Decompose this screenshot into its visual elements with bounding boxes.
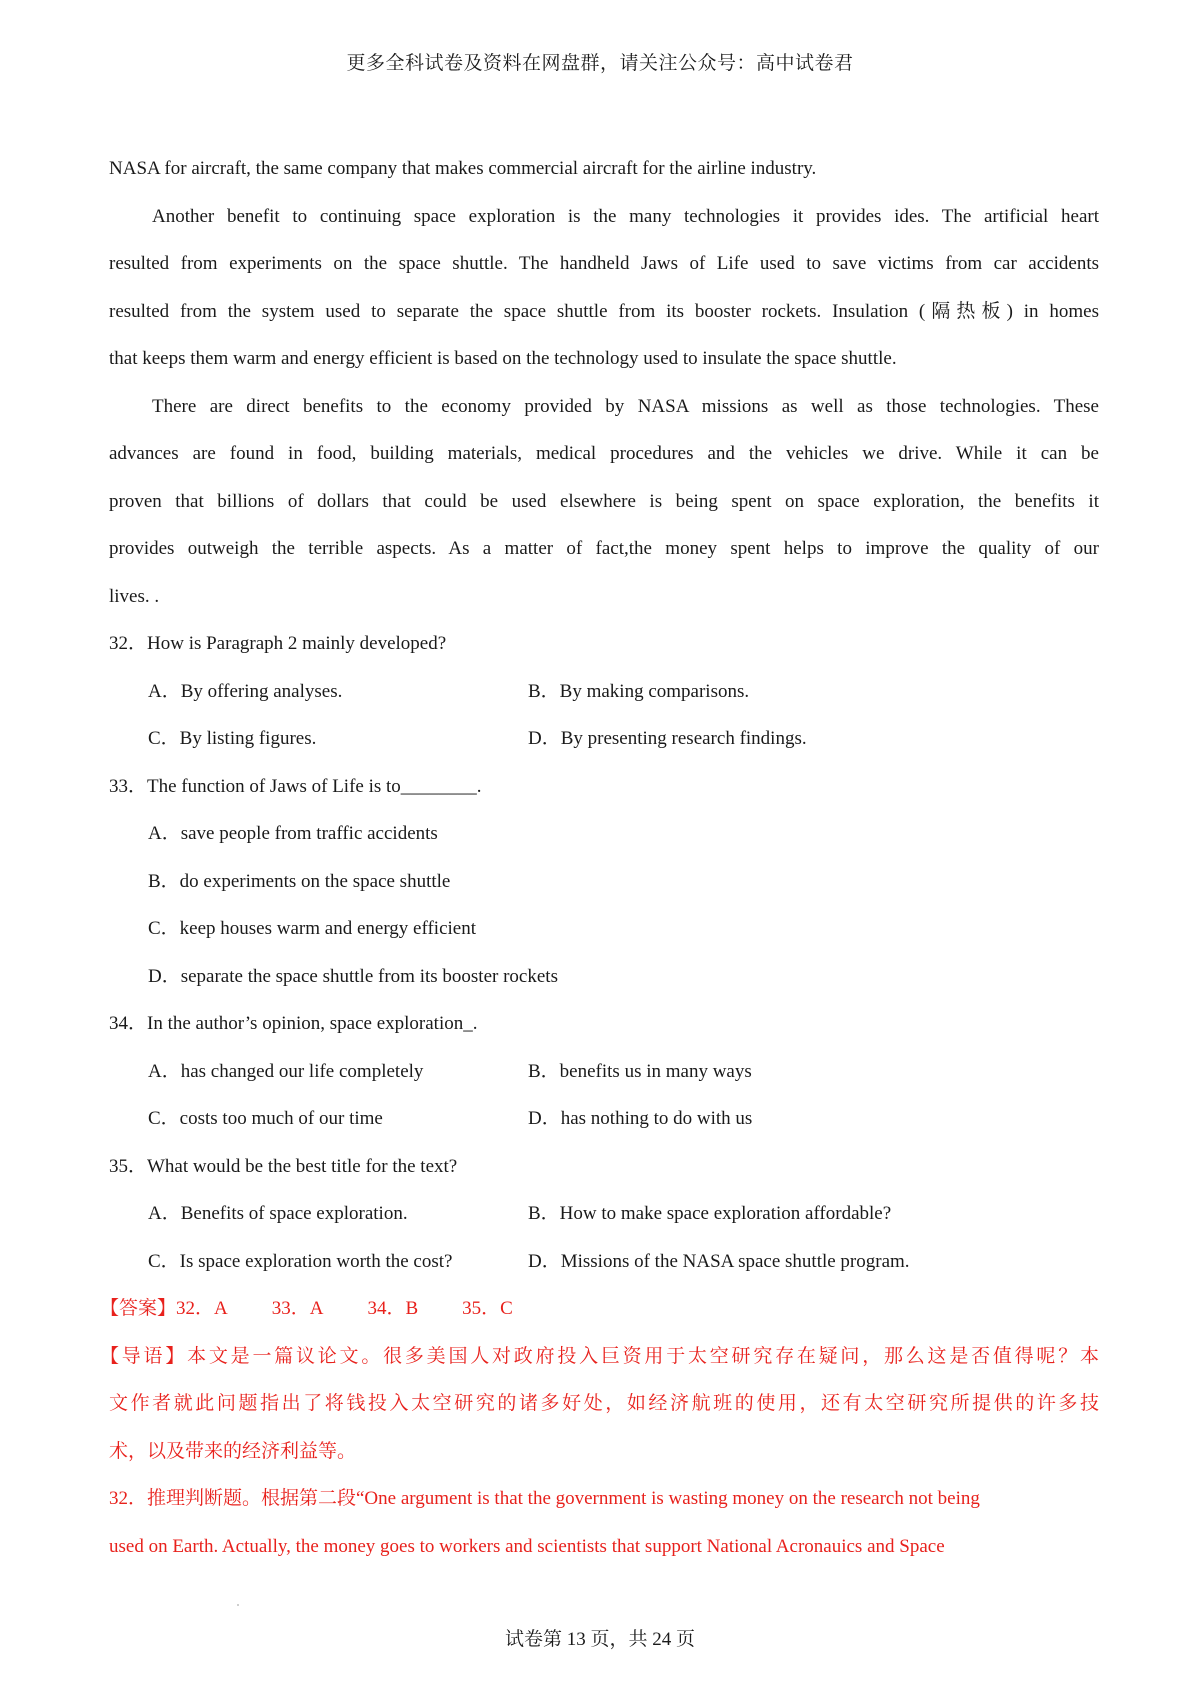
question-33-option-d: D．separate the space shuttle from its booster rockets — [148, 965, 558, 987]
guide-line-1: 【导语】本文是一篇议论文。很多美国人对政府投入巨资用于太空研究存在疑问，那么这是否值得呢？本 — [100, 1345, 1099, 1367]
question-35-option-c: C．Is space exploration worth the cost? — [148, 1250, 453, 1272]
explanation-line-2: used on Earth. Actually, the money goes to workers and scientists that support National Acronauics and Space — [109, 1535, 945, 1557]
question-34-option-d: D．has nothing to do with us — [528, 1108, 753, 1129]
question-32-option-c: C．By listing figures. — [148, 728, 317, 749]
page-header: 更多全科试卷及资料在网盘群，请关注公众号：高中试卷君 — [346, 53, 854, 74]
question-32-options-row-1 — [109, 668, 1099, 716]
passage-p3-line-4: provides outweigh the terrible aspects. As a matter of fact,the money spent helps to improve the quality of our — [109, 538, 1099, 559]
question-32-stem: 32．How is Paragraph 2 mainly developed? — [109, 633, 447, 654]
passage-p3-line-2: advances are found in food, building materials, medical procedures and the vehicles we drive. While it can be — [109, 443, 1099, 464]
guide-line-3: 术，以及带来的经济利益等。 — [109, 1440, 357, 1462]
question-34-options-row-1 — [109, 1048, 1099, 1096]
question-32-option-d: D．By presenting research findings. — [528, 728, 807, 749]
passage-p3-line-1: There are direct benefits to the economy provided by NASA missions as well as those technologies. These — [152, 395, 1099, 417]
exam-content — [100, 145, 1099, 1570]
question-35-option-b: B．How to make space exploration affordable? — [528, 1203, 892, 1224]
passage-p2-line-1: Another benefit to continuing space exploration is the many technologies it provides ides. The artificial heart — [152, 205, 1099, 227]
question-34-stem: 34．In the author’s opinion, space exploration_. — [109, 1013, 478, 1034]
guide-line-2: 文作者就此问题指出了将钱投入太空研究的诸多好处，如经济航班的使用，还有太空研究所提供的许多技 — [109, 1393, 1099, 1414]
question-32-option-a: A．By offering analyses. — [148, 680, 343, 702]
question-34-option-b: B．benefits us in many ways — [528, 1060, 752, 1082]
passage-p3-line-3: proven that billions of dollars that could be used elsewhere is being spent on space exploration, the benefits it — [109, 490, 1099, 512]
page-footer: 试卷第 13 页，共 24 页 — [504, 1629, 695, 1650]
answer-key-label: 【答案】 — [100, 1298, 177, 1319]
question-32-options-row-2 — [109, 715, 1099, 763]
question-32-option-b: B．By making comparisons. — [528, 680, 750, 702]
question-33-option-b: B．do experiments on the space shuttle — [148, 870, 451, 892]
passage-p1-tail: NASA for aircraft, the same company that makes commercial aircraft for the airline industry. — [109, 158, 817, 179]
answer-33: 33．A — [271, 1298, 324, 1319]
question-35-options-row-2 — [109, 1238, 1099, 1286]
explanation-line-1: 32．推理判断题。根据第二段“One argument is that the government is wasting money on the research not being — [109, 1488, 980, 1509]
answer-32: 32．A — [176, 1298, 228, 1319]
passage-p2-line-2: resulted from experiments on the space shuttle. The handheld Jaws of Life used to save victims from car accidents — [109, 253, 1099, 274]
question-33-stem: 33．The function of Jaws of Life is to________. — [109, 775, 482, 797]
answer-34: 34．B — [367, 1298, 419, 1319]
question-33-option-a: A．save people from traffic accidents — [148, 823, 438, 844]
answer-key — [100, 1285, 1099, 1333]
question-34-options-row-2 — [109, 1095, 1099, 1143]
question-33-option-c: C．keep houses warm and energy efficient — [148, 918, 477, 939]
question-34-option-c: C．costs too much of our time — [148, 1108, 383, 1129]
question-35-options-row-1 — [109, 1190, 1099, 1238]
scan-speck — [237, 1604, 239, 1606]
passage-p2-line-3: resulted from the system used to separate the space shuttle from its booster rockets. Insulation (隔热板) in homes — [109, 300, 1099, 322]
question-35-option-a: A．Benefits of space exploration. — [148, 1203, 408, 1224]
passage-p3-line-5: lives. . — [109, 585, 160, 607]
passage-p2-line-4: that keeps them warm and energy efficient is based on the technology used to insulate the space shuttle. — [109, 348, 897, 369]
question-35-option-d: D．Missions of the NASA space shuttle program. — [528, 1250, 910, 1272]
question-35-stem: 35．What would be the best title for the text? — [109, 1155, 458, 1177]
answer-35: 35．C — [462, 1298, 513, 1319]
question-34-option-a: A．has changed our life completely — [148, 1060, 424, 1082]
